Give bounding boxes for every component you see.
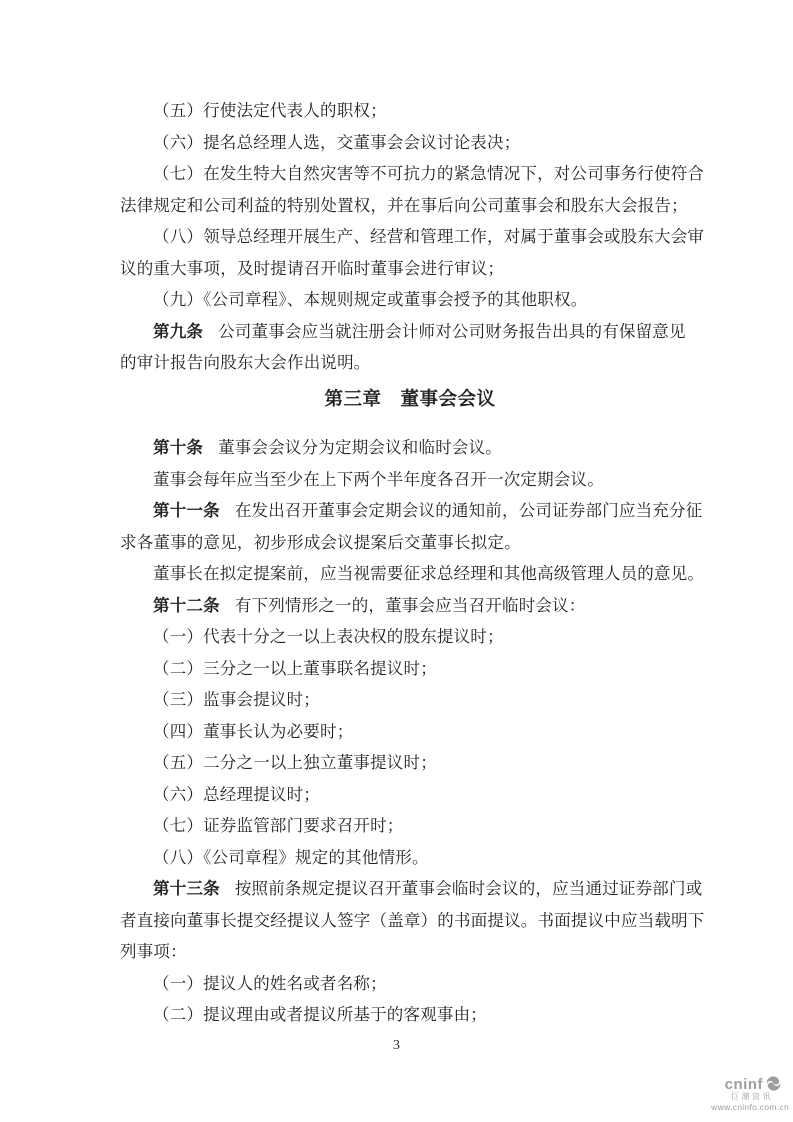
paragraph-line xyxy=(120,221,705,253)
paragraph-line xyxy=(120,190,700,222)
article-number: 第九条 xyxy=(153,321,204,341)
paragraph-text: 议的重大事项，及时提请召开临时董事会进行审议； xyxy=(120,258,505,278)
paragraph-line xyxy=(120,810,700,842)
paragraph-text: （六）提名总经理人选，交董事会会议讨论表决； xyxy=(153,132,521,152)
paragraph-line xyxy=(120,347,700,379)
paragraph-line xyxy=(120,558,705,590)
paragraph-line xyxy=(120,284,700,316)
paragraph-line xyxy=(120,464,700,496)
paragraph-line xyxy=(120,779,700,811)
paragraph-text: 董事会每年应当至少在上下两个半年度各召开一次定期会议。 xyxy=(153,469,604,489)
paragraph-text: （八）领导总经理开展生产、经营和管理工作，对属于董事会或股东大会审 xyxy=(153,227,705,246)
paragraph-text: （三）监事会提议时； xyxy=(153,690,320,709)
paragraph-text: （九）《公司章程》、本规则规定或董事会授予的其他职权。 xyxy=(153,290,588,309)
paragraph-text: 者直接向董事长提交经提议人签字（盖章）的书面提议。书面提议中应当载明下 xyxy=(120,910,705,930)
paragraph-line xyxy=(120,590,700,622)
cninfo-brand-text: cninf xyxy=(724,1076,763,1093)
cninfo-logo xyxy=(711,1077,789,1112)
paragraph-text: （一）提议人的姓名或者名称； xyxy=(153,973,387,993)
article-number: 第十条 xyxy=(153,438,204,457)
paragraph-line xyxy=(120,873,703,905)
cninfo-swirl-icon xyxy=(765,1075,782,1092)
paragraph-text: 第三章 董事会会议 xyxy=(324,389,496,410)
cninfo-website: www.cninfo.com.cn xyxy=(711,1102,789,1112)
paragraph-text: 求各董事的意见，初步形成会议提案后交董事长拟定。 xyxy=(120,532,521,552)
paragraph-text: （四）董事长认为必要时； xyxy=(153,721,354,741)
paragraph-line xyxy=(120,905,705,937)
paragraph-line xyxy=(120,127,700,159)
chapter-heading xyxy=(120,385,700,417)
paragraph-text: 董事长在拟定提案前，应当视需要征求总经理和其他高级管理人员的意见。 xyxy=(153,564,705,583)
paragraph-line xyxy=(120,936,700,968)
paragraph-text: （二）提议理由或者提议所基于的客观事由； xyxy=(153,1005,487,1024)
paragraph-text: （五）二分之一以上独立董事提议时； xyxy=(153,753,437,772)
paragraph-text: （二）三分之一以上董事联名提议时； xyxy=(153,658,437,678)
paragraph-text: 按照前条规定提议召开董事会临时会议的，应当通过证券部门或 xyxy=(234,879,703,898)
paragraph-text: 有下列情形之一的，董事会应当召开临时会议： xyxy=(234,595,586,615)
article-number: 第十二条 xyxy=(153,595,220,615)
paragraph-line xyxy=(120,684,700,716)
paragraph-line xyxy=(120,621,700,653)
page-number: 3 xyxy=(393,1038,400,1053)
paragraph-text: （七）在发生特大自然灾害等不可抗力的紧急情况下，对公司事务行使符合 xyxy=(153,164,705,183)
paragraph-text: （八）《公司章程》规定的其他情形。 xyxy=(153,847,429,867)
paragraph-line xyxy=(120,158,705,190)
paragraph-line xyxy=(120,253,700,285)
paragraph-text: 列事项： xyxy=(120,942,187,961)
paragraph-line xyxy=(120,842,700,874)
paragraph-line xyxy=(120,432,700,464)
paragraph-line xyxy=(120,653,700,685)
paragraph-line xyxy=(120,316,700,348)
paragraph-line xyxy=(120,495,703,527)
paragraph-text: 的审计报告向股东大会作出说明。 xyxy=(120,353,371,372)
document-body xyxy=(120,95,705,1031)
paragraph-text: （六）总经理提议时； xyxy=(153,784,320,804)
article-number: 第十三条 xyxy=(153,879,220,898)
cninfo-subtitle: 巨潮资讯 xyxy=(731,1092,773,1101)
paragraph-line xyxy=(120,716,700,748)
paragraph-text: （一）代表十分之一以上表决权的股东提议时； xyxy=(153,627,504,646)
article-number: 第十一条 xyxy=(153,501,220,520)
paragraph-text: 董事会会议分为定期会议和临时会议。 xyxy=(218,438,503,457)
paragraph-line xyxy=(120,527,700,559)
paragraph-text: 法律规定和公司利益的特别处置权，并在事后向公司董事会和股东大会报告； xyxy=(120,195,688,215)
paragraph-line xyxy=(120,999,700,1031)
paragraph-line xyxy=(120,95,700,127)
paragraph-line xyxy=(120,968,700,1000)
cninfo-brand-row xyxy=(725,1077,782,1092)
paragraph-line xyxy=(120,747,700,779)
paragraph-text: （七）证券监管部门要求召开时； xyxy=(153,816,404,835)
paragraph-text: 公司董事会应当就注册会计师对公司财务报告出具的有保留意见 xyxy=(218,321,686,341)
paragraph-text: 在发出召开董事会定期会议的通知前，公司证券部门应当充分征 xyxy=(234,501,703,520)
paragraph-text: （五）行使法定代表人的职权； xyxy=(153,101,387,120)
